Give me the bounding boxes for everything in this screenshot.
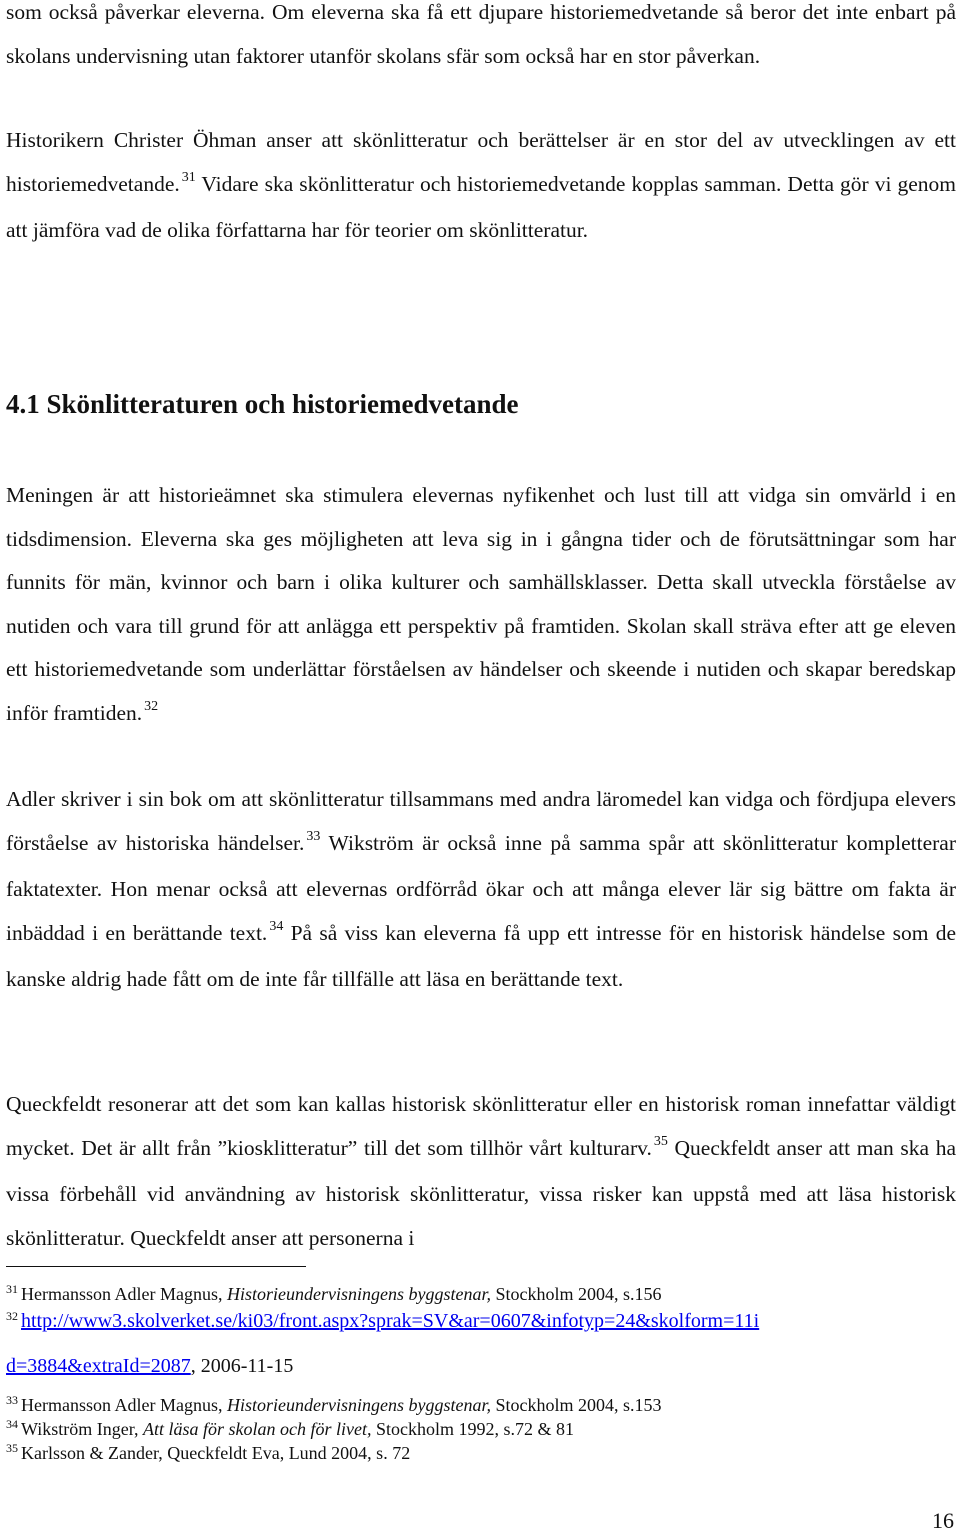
footnote-31: $^{31}$ Hermansson Adler Magnus, Historieundervisningens byggstenar, Stockholm 2004, s.156 bbox=[6, 1282, 662, 1304]
footnote-35: $^{35}$ Karlsson & Zander, Queckfeldt Eva, Lund 2004, s. 72 bbox=[6, 1441, 411, 1463]
page-number: 16 bbox=[932, 1508, 954, 1533]
paragraph-queckfeldt: Queckfeldt resonerar att det som kan kallas historisk skönlitteratur eller en historisk roman innefattar väldigt mycket. Det är allt från ”kiosklitteratur” till det som tillhör vårt kulturarv. $^{35}$ Queckfeldt anser att man ska ha vissa förbehåll vid användning av historisk skönlitteratur, vissa risker kan uppstå med att läsa historisk skönlitteratur. Queckfeldt anser att personerna i bbox=[6, 1092, 956, 1250]
paragraph-intro: som också påverkar eleverna. Om eleverna ska få ett djupare historiemedvetande så beror det inte enbart på skolans undervisning utan faktorer utanför skolans sfär som också har en stor påverkan. bbox=[6, 0, 956, 68]
footnote-ref-34[interactable]: 34 bbox=[269, 918, 284, 934]
footnote-32: $^{32}$ http://www3.skolverket.se/ki03/front.aspx?sprak=SV&ar=0607&infotyp=24&skolform=11i d=3884&extraId=2087, 2006-11-15 bbox=[6, 1309, 760, 1377]
footnote-ref-35[interactable]: 35 bbox=[653, 1133, 668, 1149]
footnote-separator bbox=[6, 1266, 306, 1267]
footnote-ref-31[interactable]: 31 bbox=[181, 169, 196, 185]
footnote-33: $^{33}$ Hermansson Adler Magnus, Historieundervisningens byggstenar, Stockholm 2004, s.153 bbox=[6, 1393, 662, 1415]
footnote-34: $^{34}$ Wikström Inger, Att läsa för skolan och för livet, Stockholm 1992, s.72 & 81 bbox=[6, 1417, 575, 1439]
paragraph-adler: Adler skriver i sin bok om att skönlitteratur tillsammans med andra läromedel kan vidga och fördjupa elevers förståelse av historiska händelser. $^{33}$ Wikström är också inne på samma spår att skönlitteratur kompletterar faktatexter. Hon menar också att elevernas ordförråd ökar och att många elever lär sig bättre om fakta är inbäddad i en berättande text. $^{34}$ På så viss kan eleverna få upp ett intresse för en historisk händelse som de kanske aldrig hade fått om de inte får tillfälle att läsa en berättande text. bbox=[6, 787, 957, 991]
paragraph-meningen: Meningen är att historieämnet ska stimulera elevernas nyfikenhet och lust till att vidga sin omvärld i en tidsdimension. Eleverna ska ges möjligheten att leva sig in i gångna tider och de förutsättningar som har funnits för män, kvinnor och barn i olika kulturer och samhällsklasser. Detta skall utveckla förståelse av nutiden och vara till grund för att anlägga ett perspektiv på framtiden. Skolan skall sträva efter att ge eleven ett historiemedvetande som underlättar förståelsen av händelser och skeende i nutiden och skapar beredskap inför framtiden. $^{32}$ bbox=[6, 483, 956, 725]
footnote-ref-32[interactable]: 32 bbox=[144, 698, 159, 714]
skolverket-link[interactable]: http://www3.skolverket.se/ki03/front.aspx?sprak=SV&ar=0607&infotyp=24&skolform=11i bbox=[21, 1310, 760, 1332]
paragraph-ohman: Historikern Christer Öhman anser att skönlitteratur och berättelser är en stor del av utvecklingen av ett historiemedvetande. $^{31}$ Vidare ska skönlitteratur och historiemedvetande kopplas samman. Detta gör vi genom att jämföra vad de olika författarna har för teorier om skönlitteratur. bbox=[6, 128, 956, 242]
skolverket-link-continued[interactable]: d=3884&extraId=2087 bbox=[6, 1355, 191, 1377]
footnote-ref-33[interactable]: 33 bbox=[306, 828, 321, 844]
section-heading: 4.1 Skönlitteraturen och historiemedvetande bbox=[6, 389, 519, 419]
